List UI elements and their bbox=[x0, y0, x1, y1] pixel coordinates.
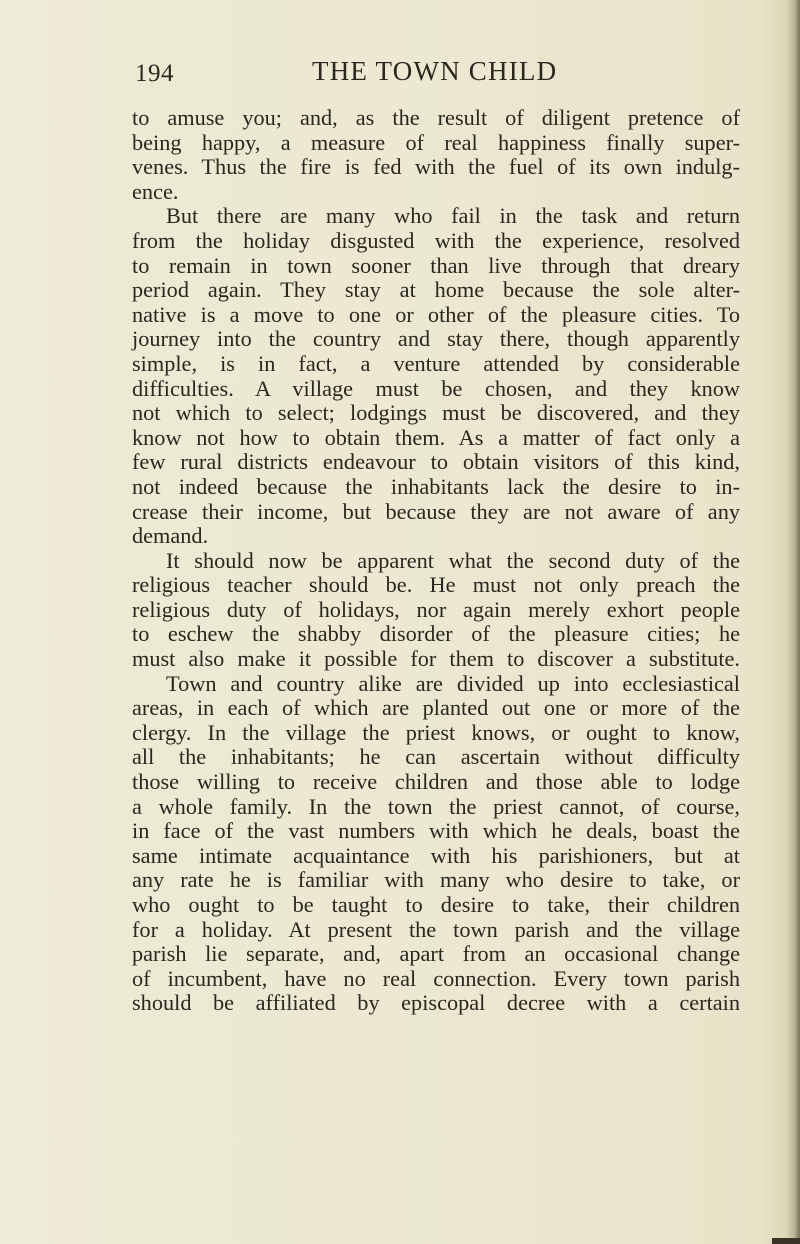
text-line: any rate he is familiar with many who desire to take, or bbox=[132, 867, 740, 893]
text-line: know not how to obtain them. As a matter of fact only a bbox=[132, 424, 740, 450]
text-line: being happy, a measure of real happiness finally super- bbox=[132, 129, 740, 155]
text-line: crease their income, but because they are not aware of any bbox=[132, 498, 740, 524]
body-text bbox=[132, 106, 740, 1016]
text-line: areas, in each of which are planted out one or more of the bbox=[132, 695, 740, 721]
text-line: to amuse you; and, as the result of diligent pretence of bbox=[132, 105, 740, 130]
text-line: of incumbent, have no real connection. Every town parish bbox=[132, 965, 740, 991]
text-line: journey into the country and stay there, though apparently bbox=[132, 326, 740, 352]
text-line: must also make it possible for them to discover a substitute. bbox=[132, 646, 740, 672]
text-line: venes. Thus the fire is fed with the fuel of its own indulg- bbox=[132, 154, 740, 180]
text-line: should be affiliated by episcopal decree with a certain bbox=[132, 990, 740, 1016]
text-line: difficulties. A village must be chosen, and they know bbox=[132, 375, 740, 401]
text-line: not which to select; lodgings must be discovered, and they bbox=[132, 400, 740, 426]
text-line: religious duty of holidays, nor again merely exhort people bbox=[132, 596, 740, 622]
text-line: same intimate acquaintance with his parishioners, but at bbox=[132, 842, 740, 868]
text-line: from the holiday disgusted with the experience, resolved bbox=[132, 227, 740, 253]
text-line: simple, is in fact, a venture attended by considerable bbox=[132, 350, 740, 376]
corner-mark bbox=[772, 1238, 800, 1244]
text-line: But there are many who fail in the task and return bbox=[166, 203, 740, 229]
text-line: native is a move to one or other of the pleasure cities. To bbox=[132, 301, 740, 327]
text-line: ence. bbox=[132, 178, 179, 204]
text-line: all the inhabitants; he can ascertain without difficulty bbox=[132, 744, 740, 770]
text-line: period again. They stay at home because the sole alter- bbox=[132, 277, 740, 303]
text-line: Town and country alike are divided up into ecclesiastical bbox=[166, 670, 740, 696]
text-line: parish lie separate, and, apart from an occasional change bbox=[132, 941, 740, 967]
text-line: to remain in town sooner than live through that dreary bbox=[132, 252, 740, 278]
text-line: few rural districts endeavour to obtain visitors of this kind, bbox=[132, 449, 740, 475]
text-line: who ought to be taught to desire to take, their children bbox=[132, 892, 740, 917]
header-title: THE TOWN CHILD bbox=[312, 56, 558, 86]
text-line: It should now be apparent what the second duty of the bbox=[166, 547, 740, 573]
text-line: clergy. In the village the priest knows, or ought to know, bbox=[132, 719, 740, 745]
text-line: not indeed because the inhabitants lack the desire to in- bbox=[132, 473, 740, 499]
text-line: for a holiday. At present the town parish and the village bbox=[132, 916, 740, 942]
text-line: to eschew the shabby disorder of the pleasure cities; he bbox=[132, 621, 740, 647]
text-line: those willing to receive children and those able to lodge bbox=[132, 769, 740, 795]
text-line: demand. bbox=[132, 523, 209, 549]
text-line: religious teacher should be. He must not only preach the bbox=[132, 572, 740, 598]
running-head bbox=[135, 56, 735, 90]
text-line: in face of the vast numbers with which he deals, boast the bbox=[132, 818, 740, 844]
text-line: a whole family. In the town the priest cannot, of course, bbox=[132, 793, 740, 819]
page-edge-shadow bbox=[786, 0, 800, 1244]
page-number: 194 bbox=[135, 60, 174, 87]
